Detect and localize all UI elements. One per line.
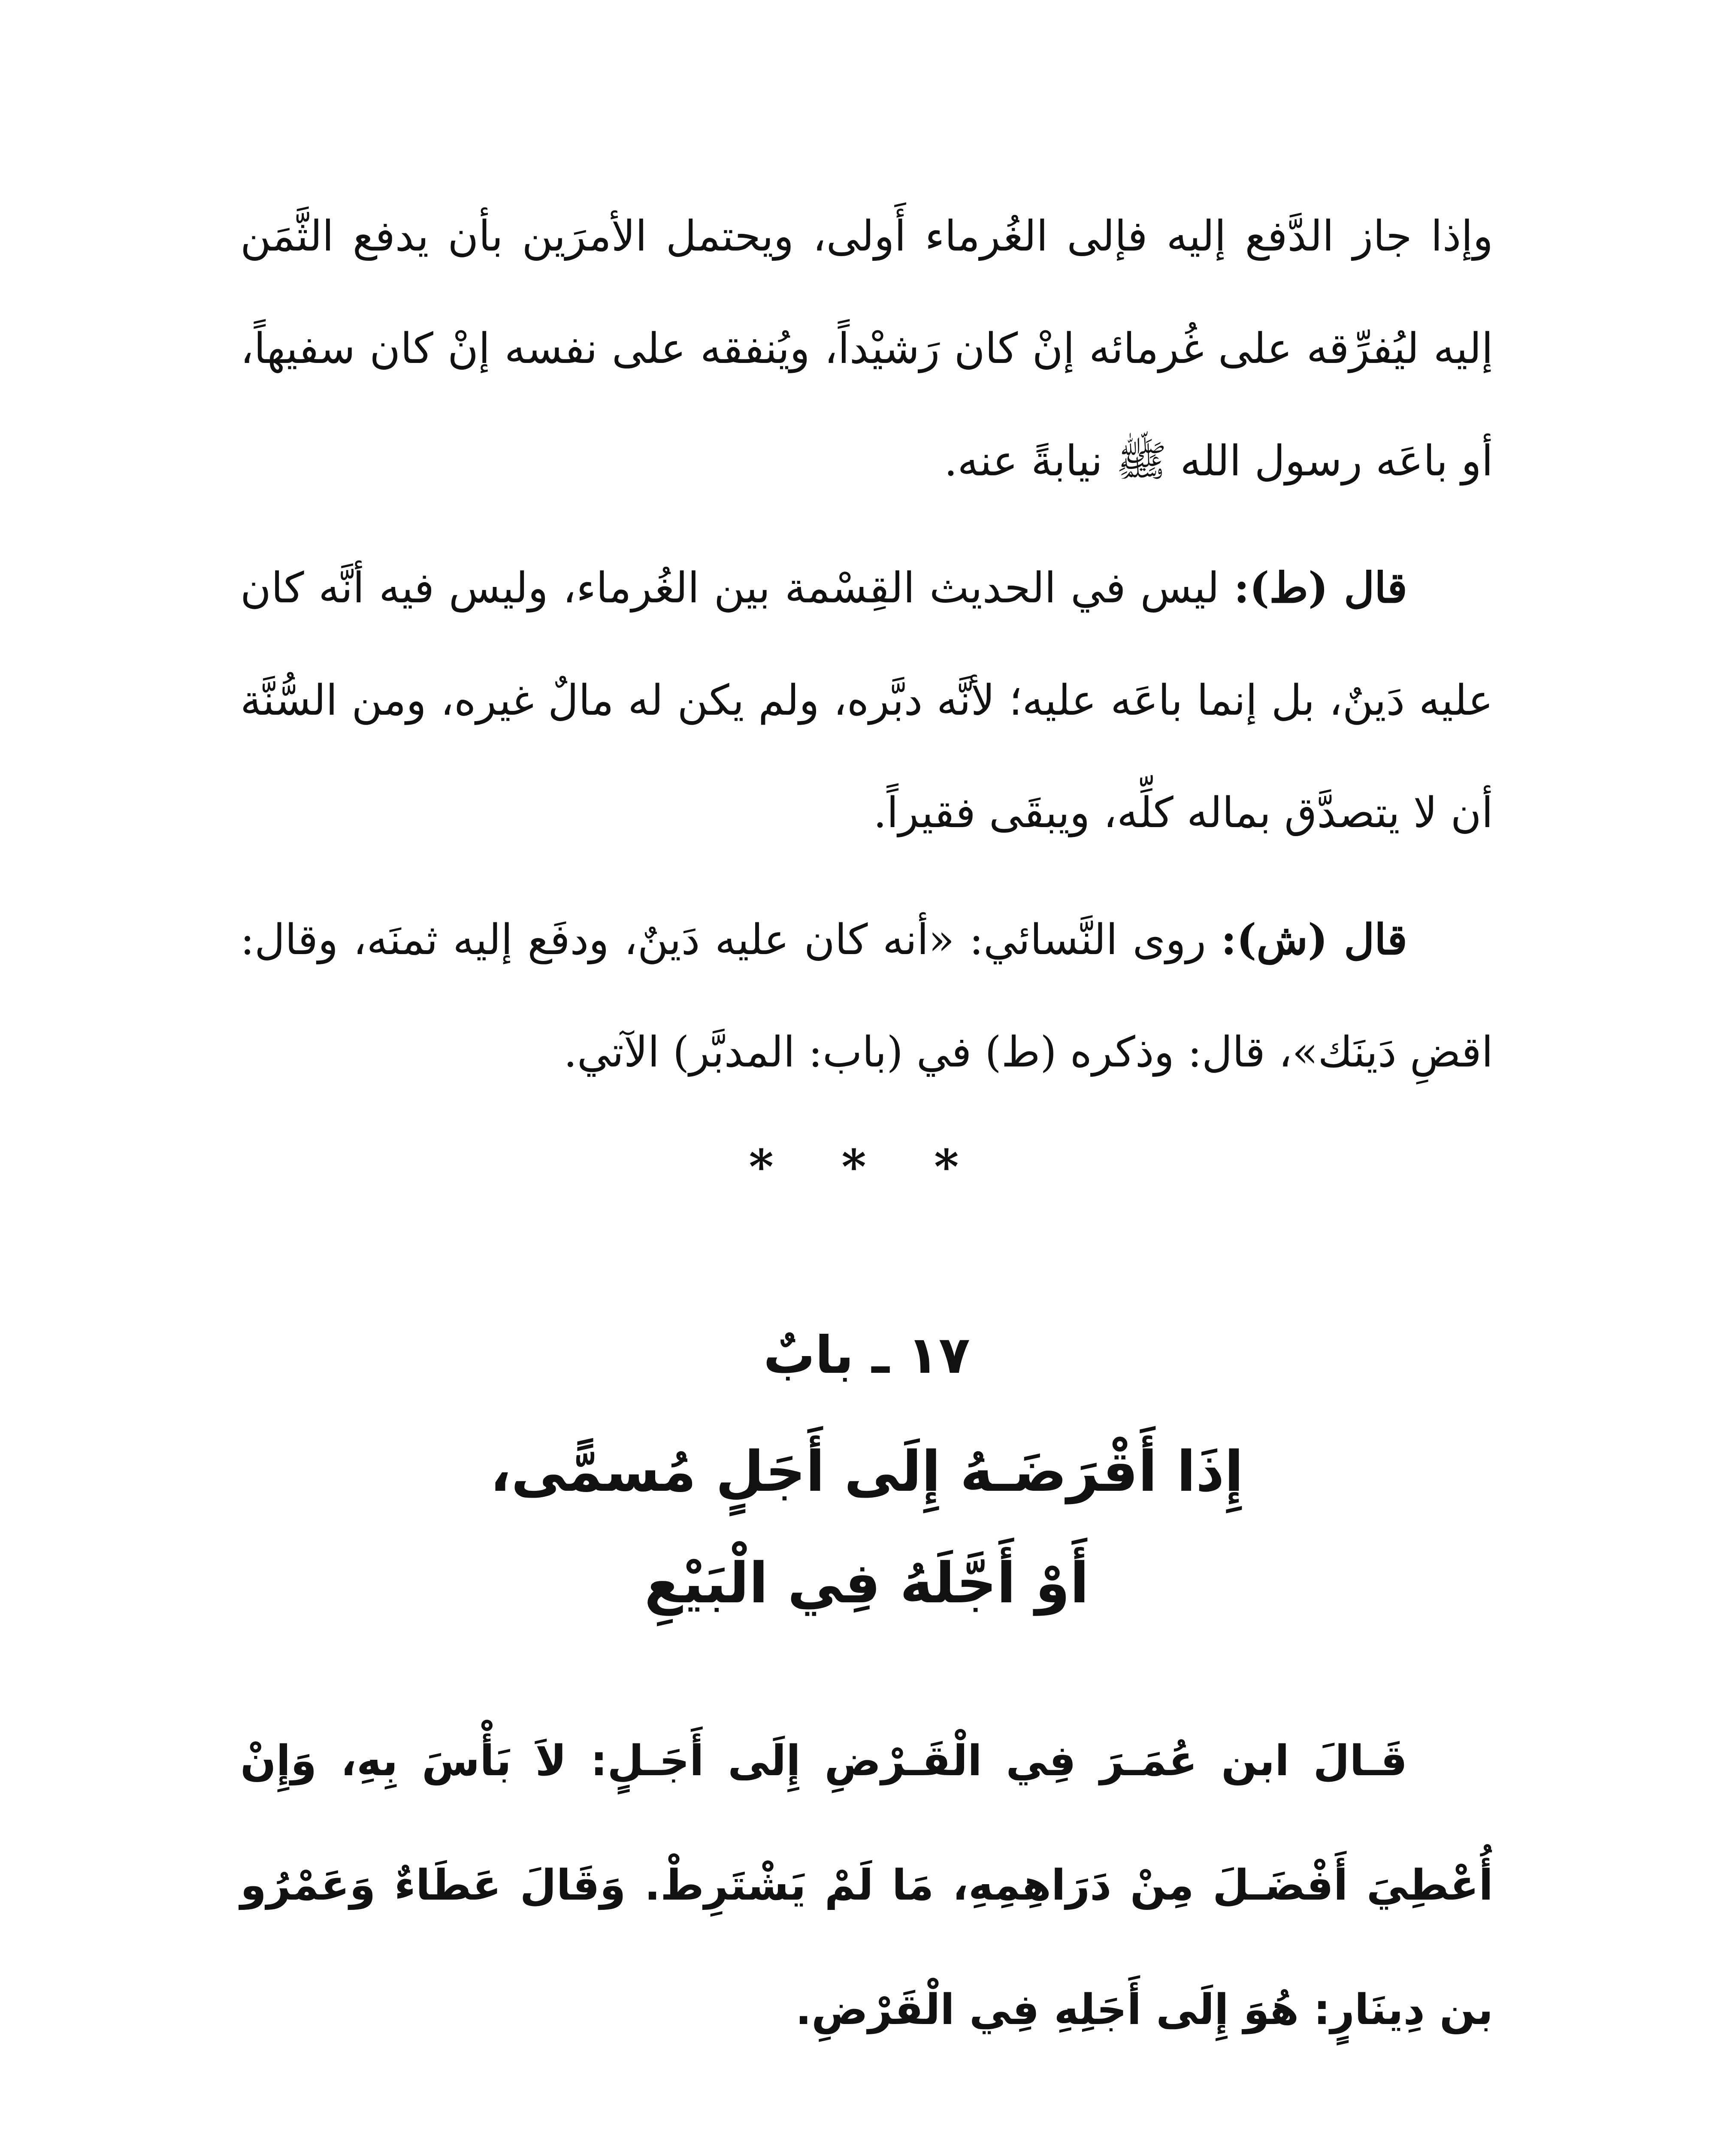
paragraph-3-label: قال (ش): — [1221, 915, 1407, 964]
paragraph-3 — [240, 884, 1493, 1109]
chapter-number: ١٧ ـ بابٌ — [763, 1326, 970, 1385]
chapter-title-line-1: إِذَا أَقْرَضَـهُ إِلَى أَجَلٍ مُسمًّى، — [490, 1439, 1244, 1504]
paragraph-2-label: قال (ط): — [1234, 563, 1407, 613]
paragraph-1-text: وإذا جاز الدَّفع إليه فإلى الغُرماء أَولى، ويحتمل الأمرَين بأن يدفع الثَّمَن إليه ليُفرِّقه على غُرمائه إنْ كان رَشيْداً، ويُنفقه على نفسه إنْ كان سفيهاً، أو باعَه رسول الله ﷺ نيابةً عنه. — [240, 212, 1493, 486]
paragraph-1 — [240, 180, 1493, 517]
section-separator: * * * — [749, 1139, 985, 1194]
paragraph-2 — [240, 532, 1493, 869]
document-page — [240, 180, 1493, 2145]
paragraph-2-text: ليس في الحديث القِسْمة بين الغُرماء، وليس فيه أنَّه كان عليه دَينٌ، بل إنما باعَه عليه؛ لأنَّه دبَّره، ولم يكن له مالٌ غيره، ومن السُّنَّة أن لا يتصدَّق بماله كلِّه، ويبقَى فقيراً. — [240, 564, 1493, 837]
paragraph-3-text: روى النَّسائي: «أنه كان عليه دَينٌ، ودفَع إليه ثمنَه، وقال: اقضِ دَينَك»، قال: وذكره (ط) في (باب: المدبَّر) الآتي. — [240, 915, 1493, 1077]
chapter-title-line-2: أَوْ أَجَّلَهُ فِي الْبَيْعِ — [644, 1550, 1089, 1616]
hadith-paragraph-1: قَـالَ ابن عُمَـرَ فِي الْقَـرْضِ إِلَى أَجَـلٍ: لاَ بَأْسَ بِهِ، وَإِنْ أُعْطِيَ أَفْضَـلَ مِنْ دَرَاهِمِهِ، مَا لَمْ يَشْتَرِطْ. وَقَالَ عَطَاءٌ وَعَمْرُو بن دِينَارٍ: هُوَ إِلَى أَجَلِهِ فِي الْقَرْضِ. — [240, 1737, 1493, 2034]
